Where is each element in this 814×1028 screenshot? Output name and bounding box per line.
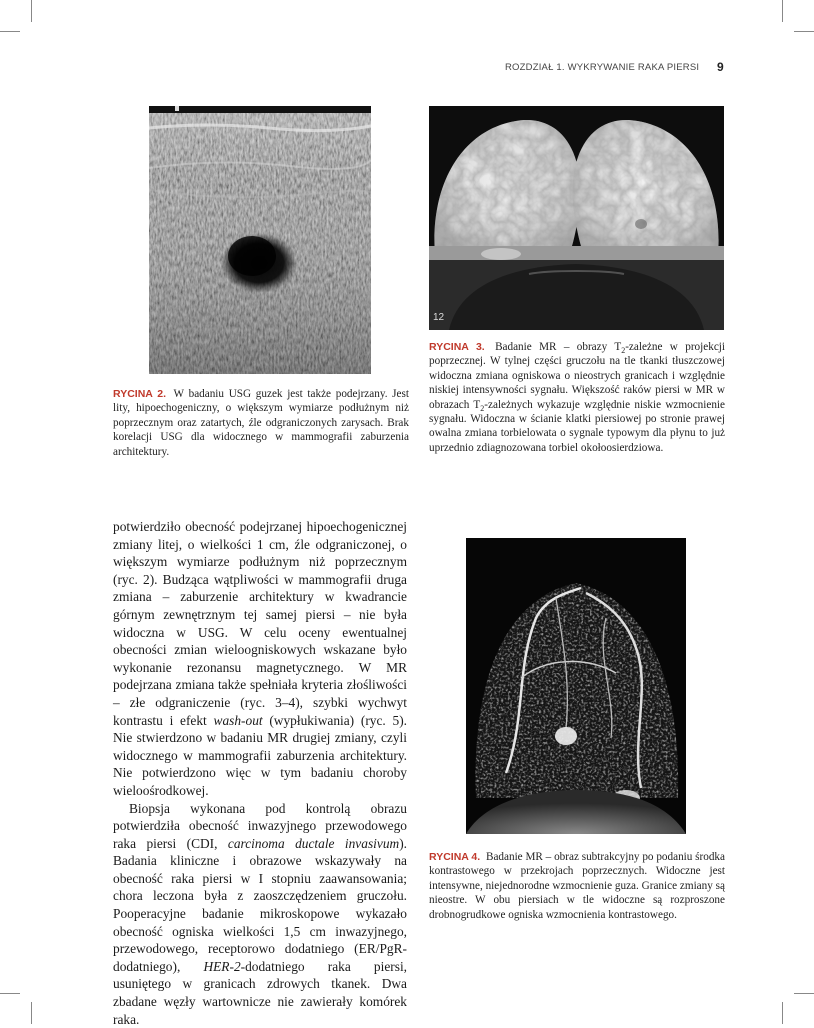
figure-3-mr-image: [429, 106, 724, 330]
running-header: [505, 62, 725, 73]
paragraph-2: [113, 800, 407, 1028]
paragraph-2-text-a: Biopsja wykonana pod kontrolą obrazu potwierdziła obecność inwazyjnego przewodowego raka piersi (CDI,: [113, 801, 407, 851]
figure-4-caption: [429, 850, 725, 922]
paragraph-1-emphasis: wash-out: [214, 713, 263, 728]
figure-2-caption: [113, 387, 409, 459]
figure-2-caption-text: W badaniu USG guzek jest także podejrzany. Jest lity, hipoechogeniczny, o większym wymiarze podłużnym niż poprzecznym oraz zatartych, źle odgraniczonych zarysach. Brak korelacji USG dla widocznego w mammografii zaburzenia architektury.: [113, 388, 409, 458]
paragraph-2-emphasis-2: HER-2: [203, 959, 240, 974]
crop-mark: [794, 993, 814, 994]
crop-mark: [31, 0, 32, 22]
figure-2-ultrasound-image: [149, 106, 371, 374]
crop-mark: [0, 31, 20, 32]
running-title: ROZDZIAŁ 1. WYKRYWANIE RAKA PIERSI: [505, 62, 699, 73]
mr-t2-graphic: [429, 106, 724, 330]
paragraph-1-text-b: (wypłukiwania) (ryc. 5). Nie stwierdzono w badaniu MR drugiej zmiany, czyli widocznego w mammografii zaburzenia architektury. Nie potwierdzono więc w tym badaniu choroby wieloośrodkowej.: [113, 713, 407, 798]
figure-3-caption-sub2: 2: [480, 404, 484, 413]
figure-4-caption-text: Badanie MR – obraz subtrakcyjny po podaniu środka kontrastowego w przekrojach poprzecznych. Widoczne jest intensywne, niejednorodne wzmocnienie guza. Granice zmiany są nieostre. W obu piersiach w tle widoczne są rozproszone drobnogrudkowe ogniska wzmocnienia kontrastowego.: [429, 851, 725, 921]
mr-subtraction-graphic: [466, 538, 686, 834]
paragraph-1: [113, 518, 407, 800]
crop-mark: [31, 1002, 32, 1024]
paragraph-2-emphasis-1: carcinoma ductale invasivum: [228, 836, 399, 851]
figure-3-caption: [429, 340, 725, 455]
figure-3-caption-a: Badanie MR – obrazy T: [495, 341, 621, 353]
page-number: 9: [717, 60, 724, 74]
ultrasound-graphic: [149, 106, 371, 374]
figure-3-image-number: 12: [433, 312, 445, 323]
paragraph-1-text-a: potwierdziło obecność podejrzanej hipoechogenicznej zmiany litej, o wielkości 1 cm, źle odgraniczonej, o większym wymiarze podłużnym niż poprzecznym (ryc. 2). Budząca wątpliwości w mammografii druga zmiana – zaburzenie architektury w kwadrancie górnym zewnętrznym tej samej piersi – nie była widoczna w USG. W celu oceny ewentualnej obecności zmian wieloogniskowych wskazane było wykonanie rezonansu magnetycznego. W MR podejrzana zmiana także spełniała kryteria złośliwości – złe odgraniczenie (ryc. 3–4), szybki wychwyt kontrastu i efekt: [113, 519, 407, 728]
paragraph-2-text-b: ). Badania kliniczne i obrazowe wskazywały na obecność raka piersi w I stopniu zaawansowania; chora leczona była z zaoszczędzeniem gruczołu. Pooperacyjne badanie mikroskopowe wykazało obecność ogniska wielkości 1,5 cm inwazyjnego, przewodowego, receptorowo dodatniego (ER/PgR-dodatniego),: [113, 836, 407, 974]
figure-4-label: RYCINA 4.: [429, 851, 480, 863]
crop-mark: [782, 1002, 783, 1024]
crop-mark: [782, 0, 783, 22]
figure-4-mr-subtraction-image: [466, 538, 686, 834]
crop-mark: [794, 31, 814, 32]
figure-3-caption-b: -zależne w projekcji poprzecznej. W tylnej części gruczołu na tle tkanki tłuszczowej widoczna zmiana ogniskowa o nieostrych granicach i względnie niskiej intensywności sygnału. Większość raków piersi w MR w obrazach T: [429, 341, 725, 411]
paragraph-2-text-c: -dodatniego raka piersi, usuniętego w granicach zdrowych tkanek. Dwa zbadane węzły wartownicze nie zawierały komórek raka.: [113, 959, 407, 1027]
figure-3-caption-sub1: 2: [621, 346, 625, 355]
figure-3-label: RYCINA 3.: [429, 341, 485, 353]
crop-mark: [0, 993, 20, 994]
body-text: [113, 518, 407, 1028]
figure-2-label: RYCINA 2.: [113, 388, 166, 400]
figure-3-caption-c: -zależnych wykazuje względnie niskie wzmocnienie sygnału. Widoczna w ścianie klatki piersiowej po stronie prawej owalna zmiana torbielowata o sygnale typowym dla płynu to już uprzednio zdiagnozowana torbiel okołoosierdziowa.: [429, 399, 725, 454]
